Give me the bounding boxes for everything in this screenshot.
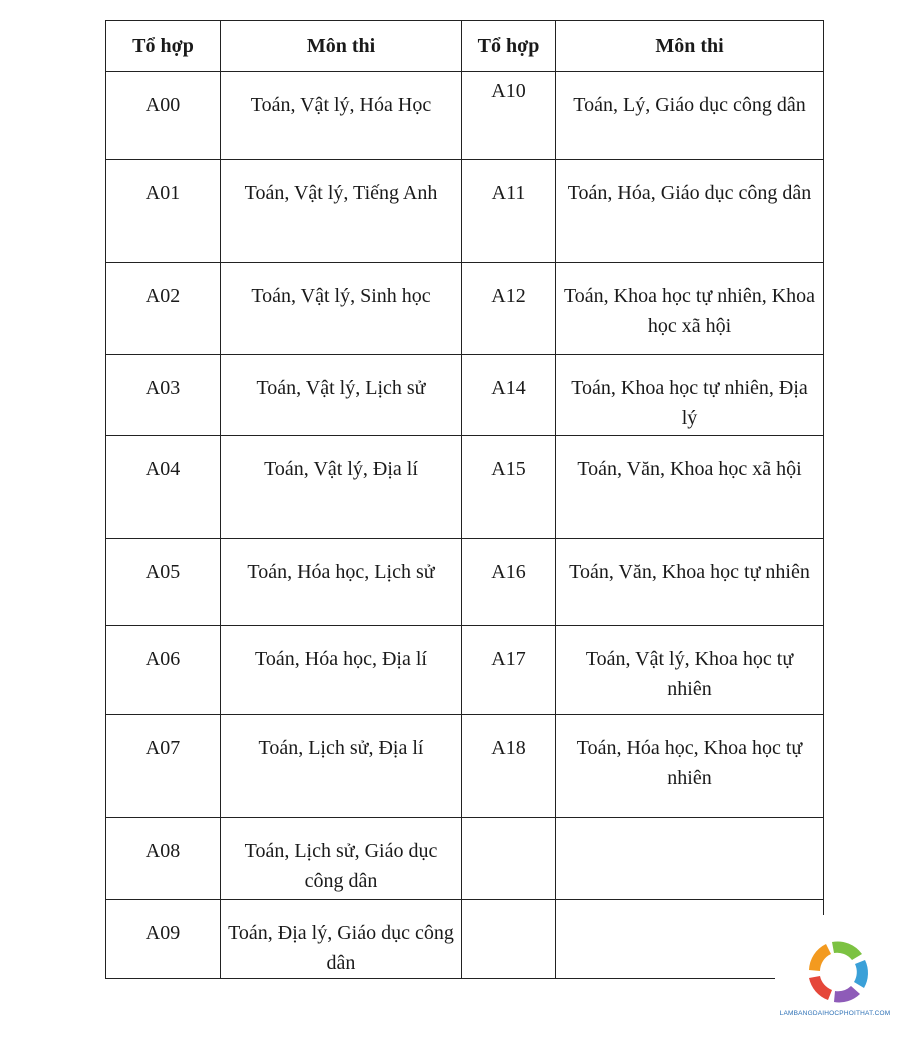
table-row <box>106 436 824 539</box>
table-row <box>106 160 824 263</box>
subjects-cell: Toán, Vật lý, Tiếng Anh <box>221 160 462 263</box>
table-row <box>106 715 824 818</box>
subjects-cell: Toán, Địa lý, Giáo dục công dân <box>221 900 462 979</box>
header-combination-2: Tổ hợp <box>462 21 556 72</box>
subjects-cell: Toán, Vật lý, Khoa học tự nhiên <box>556 626 824 715</box>
table-row <box>106 263 824 355</box>
combination-code: A10 <box>462 72 556 160</box>
combination-code: A14 <box>462 355 556 436</box>
combination-code: A03 <box>106 355 221 436</box>
combination-code: A00 <box>106 72 221 160</box>
combination-code: A08 <box>106 818 221 900</box>
table-row <box>106 72 824 160</box>
combination-code: A16 <box>462 539 556 626</box>
combination-code: A07 <box>106 715 221 818</box>
combination-table-container <box>105 20 823 979</box>
subjects-cell: Toán, Lý, Giáo dục công dân <box>556 72 824 160</box>
subjects-cell: Toán, Lịch sử, Giáo dục công dân <box>221 818 462 900</box>
subjects-cell: Toán, Vật lý, Sinh học <box>221 263 462 355</box>
combination-code: A09 <box>106 900 221 979</box>
header-subjects-2: Môn thi <box>556 21 824 72</box>
combination-code: A06 <box>106 626 221 715</box>
subjects-cell: Toán, Vật lý, Địa lí <box>221 436 462 539</box>
watermark-caption: LAMBANGDAIHOCPHOITHAT.COM <box>779 1010 891 1017</box>
table-row <box>106 626 824 715</box>
subjects-cell <box>556 818 824 900</box>
subjects-cell: Toán, Văn, Khoa học tự nhiên <box>556 539 824 626</box>
circular-arrows-logo-icon <box>786 930 896 1020</box>
subjects-cell: Toán, Hóa học, Khoa học tự nhiên <box>556 715 824 818</box>
subjects-cell: Toán, Khoa học tự nhiên, Khoa học xã hội <box>556 263 824 355</box>
combination-code: A04 <box>106 436 221 539</box>
combination-code: A11 <box>462 160 556 263</box>
table-row <box>106 355 824 436</box>
combination-code <box>462 818 556 900</box>
combination-code: A01 <box>106 160 221 263</box>
subjects-cell: Toán, Văn, Khoa học xã hội <box>556 436 824 539</box>
combination-code: A15 <box>462 436 556 539</box>
subjects-cell: Toán, Khoa học tự nhiên, Địa lý <box>556 355 824 436</box>
exam-combination-table <box>105 20 824 979</box>
subjects-cell: Toán, Hóa học, Địa lí <box>221 626 462 715</box>
subjects-cell: Toán, Vật lý, Lịch sử <box>221 355 462 436</box>
combination-code: A18 <box>462 715 556 818</box>
combination-code <box>462 900 556 979</box>
header-combination-1: Tổ hợp <box>106 21 221 72</box>
subjects-cell: Toán, Hóa, Giáo dục công dân <box>556 160 824 263</box>
table-row <box>106 818 824 900</box>
table-header-row <box>106 21 824 72</box>
table-row <box>106 900 824 979</box>
combination-code: A17 <box>462 626 556 715</box>
subjects-cell: Toán, Hóa học, Lịch sử <box>221 539 462 626</box>
subjects-cell: Toán, Vật lý, Hóa Học <box>221 72 462 160</box>
table-row <box>106 539 824 626</box>
subjects-cell: Toán, Lịch sử, Địa lí <box>221 715 462 818</box>
header-subjects-1: Môn thi <box>221 21 462 72</box>
combination-code: A12 <box>462 263 556 355</box>
combination-code: A02 <box>106 263 221 355</box>
combination-code: A05 <box>106 539 221 626</box>
